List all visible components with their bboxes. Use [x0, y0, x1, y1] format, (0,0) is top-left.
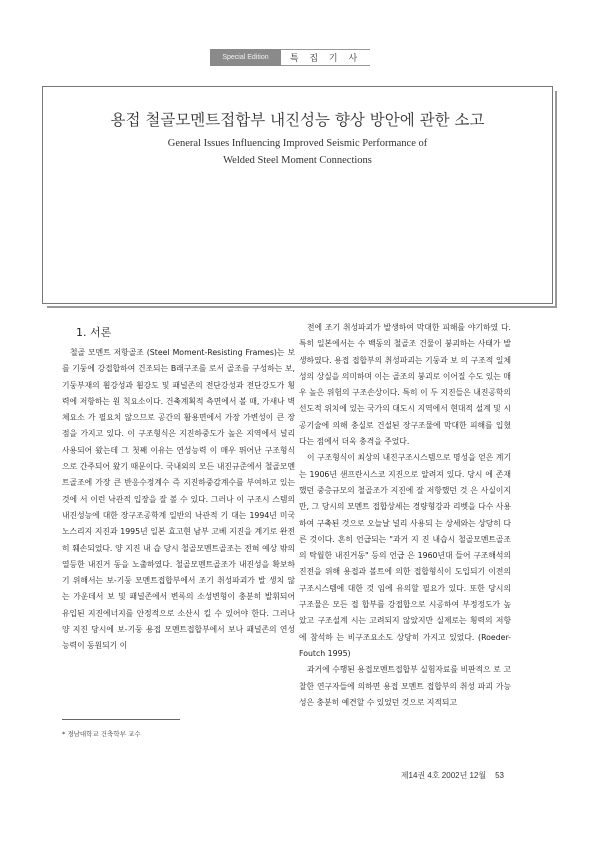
section-heading: 1. 서론 [76, 326, 112, 339]
page-footer [400, 770, 504, 781]
section-title: 특 집 기 사 [281, 49, 370, 66]
english-title-line-1: General Issues Influencing Improved Seismic Performance of [167, 138, 428, 149]
footnote-rule [62, 719, 180, 720]
title-box [42, 86, 553, 304]
edition-label: Special Edition [210, 49, 281, 66]
body-paragraph: 전에 조기 취성파괴가 발생하여 막대한 피해를 야기하였 다. 특히 일본에서는 수 백동의 철골조 건물이 붕괴하는 사태가 발생하였다. 용접 접합부의 취성파괴는 기둥과 보 의 구조적 일체성의 상실을 의미하며 이는 골조의 붕괴로 이어질 수도 있는 매우 높은 위험의 구조손상이다. 특히 이 두 지진들은 내진공학의 선도적 위치에 있는 국가의 대도시 지역에서 현대적 설계 및 시공기술에 의해 충실로 건설된 장구조물에 막대한 피해를 입혔다는 점에서 더욱 충격을 주었다. [299, 323, 511, 447]
right-column [299, 320, 511, 711]
body-paragraph: 철골 모멘트 저항골조 (Steel Moment-Resisting Frames)는 보를 기둥에 강접합하여 건조되는 B래구조를 로서 골조를 구성하는 보, 기둥부재의 휨강성과 휨강도 및 패널존의 전단강성과 전단강도가 횡력에 저항하는 원 칙요소이다. 건축계획적 측면에서 볼 때, 가새나 벽체요소 가 필요치 않으므로 공간의 활용면에서 가장 가변성이 큰 장점을 가지고 있다. 이 구조형식은 지진하중도가 높은 지역에서 널리 사용되어 왔는데 그 첫째 이유는 연성능력 이 매우 뛰어난 구조형식으로 간주되어 왔기 때문이다. 국내외의 모든 내진규준에서 철골모멘트골조에 가장 큰 반응수정계수 즉 지진하중감계수를 부여하고 있는 것에 서 이런 낙관적 입장을 잘 볼 수 있다. 그러나 이 구조시 스템의 내진성능에 대한 장구조공학계 일반의 낙관적 기 대는 1994년 미국 노스리지 지진과 1995년 일본 효고현 남부 고베 지진을 계기로 완전히 훼손되었다. 양 지진 내 습 당시 철골모멘트골조는 전혀 예상 밖의 열등한 내진거 동을 노출하였다. 철골모멘트골조가 내진성을 확보하기 위해서는 보-기둥 모멘트접합부에서 조기 취성파괴가 발 생치 않는 가운데서 보 및 패널존에서 변록의 소성변형이 충분히 발휘되어 유입된 지진에너지를 안정적으로 소산시 킬 수 있어야 한다. 그러나 양 지진 당시에 보-기둥 용접 모멘트접합부에서 보나 패널존의 연성능력이 동원되기 이 [62, 348, 295, 651]
author-footnote: * 경남대학교 건축학부 교수 [62, 730, 141, 738]
header-bar [210, 49, 370, 66]
english-title [43, 135, 552, 169]
english-title-line-2: Welded Steel Moment Connections [223, 155, 372, 166]
korean-title: 용접 철골모멘트접합부 내진성능 향상 방안에 관한 소고 [110, 111, 485, 129]
left-column [62, 345, 295, 655]
body-paragraph: 과거에 수행된 용접모멘트접합부 실험자료를 비판적으 로 고찰한 연구자들에 의하면 용접 모멘트 접합부의 취성 파괴 가능성은 충분히 예견할 수 있었던 것으로 지적되고 [299, 665, 511, 707]
issue-info: 제14권 4호 2002년 12월 [400, 771, 487, 780]
body-paragraph: 이 구조형식이 최상의 내진구조시스템으로 명성을 얻은 계기는 1906년 샌프란시스코 지진으로 알려져 있다. 당시 에 존재했던 중층규모의 철골조가 지진에 잘 저항했던 것 은 사실이지만, 그 당시의 모멘트 접합상세는 경량형강과 리벳을 다수 사용하여 구축된 것으로 오늘날 널리 사용되 는 상세와는 상당히 다른 것이다. 흔히 언급되는 "과거 지 진 내습시 철골모멘트골조의 탁월한 내진거동" 등의 언급 은 1960년대 들어 구조해석의 진전을 위해 용접과 볼트에 의한 접합형식이 도입되기 이전의 구조시스템에 대한 것 임에 유의할 필요가 있다. 또한 당시의 구조물은 모든 접 합부를 강접합으로 시공하여 부정정도가 높았고 구조설계 시는 고려되지 않았지만 실제로는 횡력의 저항에 참석하 는 비구조요소도 상당히 가지고 있었다. (Roeder-Foutch 1995) [299, 453, 511, 658]
page-number: 53 [495, 771, 504, 780]
